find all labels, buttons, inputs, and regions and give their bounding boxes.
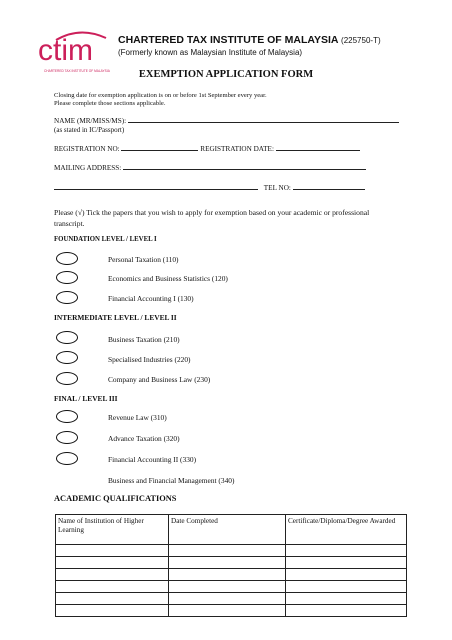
logo-wordmark: ctim	[38, 34, 93, 67]
regno-label: REGISTRATION NO:	[54, 145, 120, 153]
paper-310-label: Revenue Law (310)	[108, 413, 167, 422]
org-former-name: (Formerly known as Malaysian Institute of Malaysia)	[118, 48, 303, 57]
table-cell[interactable]	[56, 557, 169, 569]
paper-220-label: Specialised Industries (220)	[108, 355, 191, 364]
name-sublabel: (as stated in IC/Passport)	[54, 126, 125, 134]
col-date-completed: Date Completed	[169, 515, 286, 545]
table-row	[56, 581, 407, 593]
paper-330-label: Financial Accounting II (330)	[108, 455, 197, 464]
checkbox-paper-330[interactable]	[56, 452, 78, 465]
qualifications-table	[55, 514, 407, 617]
table-cell[interactable]	[286, 557, 407, 569]
level-final-title: FINAL / LEVEL III	[54, 394, 118, 403]
name-label: NAME (MR/MISS/MS):	[54, 117, 127, 125]
table-cell[interactable]	[56, 593, 169, 605]
address-tel-row	[54, 183, 365, 192]
checkbox-paper-230[interactable]	[56, 372, 78, 385]
table-cell[interactable]	[169, 557, 286, 569]
table-cell[interactable]	[56, 581, 169, 593]
mailing-row	[54, 163, 366, 172]
paper-110-label: Personal Taxation (110)	[108, 255, 179, 264]
table-row	[56, 593, 407, 605]
table-cell[interactable]	[286, 593, 407, 605]
org-name-text: CHARTERED TAX INSTITUTE OF MALAYSIA	[118, 34, 339, 46]
name-field[interactable]	[128, 116, 399, 123]
table-row	[56, 545, 407, 557]
checkbox-paper-130[interactable]	[56, 291, 78, 304]
mailing-field[interactable]	[123, 163, 366, 170]
checkbox-paper-220[interactable]	[56, 351, 78, 364]
form-title: EXEMPTION APPLICATION FORM	[138, 69, 314, 80]
tel-label: TEL NO:	[263, 184, 291, 192]
level-foundation-title: FOUNDATION LEVEL / LEVEL I	[54, 236, 157, 243]
org-registration: (225750-T)	[341, 36, 381, 45]
checkbox-paper-310[interactable]	[56, 410, 78, 423]
paper-230-label: Company and Business Law (230)	[108, 375, 211, 384]
academic-title: ACADEMIC QUALIFICATIONS	[54, 494, 177, 503]
registration-row	[54, 144, 360, 153]
regno-field[interactable]	[121, 144, 198, 151]
tick-instruction: Please (√) Tick the papers that you wish to apply for exemption based on your academic or professional transcript.	[54, 208, 370, 228]
level-intermediate-title: INTERMEDIATE LEVEL / LEVEL II	[54, 313, 177, 322]
table-cell[interactable]	[286, 569, 407, 581]
table-cell[interactable]	[169, 545, 286, 557]
paper-210-label: Business Taxation (210)	[108, 335, 180, 344]
table-cell[interactable]	[169, 593, 286, 605]
checkbox-paper-320[interactable]	[56, 431, 78, 444]
paper-320-label: Advance Taxation (320)	[108, 434, 180, 443]
checkbox-paper-110[interactable]	[56, 252, 78, 265]
paper-340-label: Business and Financial Management (340)	[108, 476, 235, 485]
table-row	[56, 569, 407, 581]
table-cell[interactable]	[286, 581, 407, 593]
paper-130-label: Financial Accounting I (130)	[108, 294, 194, 303]
table-cell[interactable]	[169, 569, 286, 581]
regdate-field[interactable]	[276, 144, 360, 151]
table-row	[56, 605, 407, 617]
mailing-label: MAILING ADDRESS:	[54, 164, 122, 172]
closing-date-note: Closing date for exemption application is on or before 1st September every year.	[54, 92, 267, 99]
table-cell[interactable]	[286, 605, 407, 617]
col-award: Certificate/Diploma/Degree Awarded	[286, 515, 407, 545]
col-institution: Name of Institution of Higher Learning	[56, 515, 169, 545]
table-row	[56, 557, 407, 569]
checkbox-paper-120[interactable]	[56, 271, 78, 284]
table-cell[interactable]	[169, 605, 286, 617]
checkbox-paper-210[interactable]	[56, 331, 78, 344]
table-cell[interactable]	[56, 545, 169, 557]
table-cell[interactable]	[56, 569, 169, 581]
org-name	[118, 34, 381, 46]
table-header-row	[56, 515, 407, 545]
tel-field[interactable]	[293, 183, 365, 190]
complete-note: Please complete those sections applicable.	[54, 100, 166, 107]
mailing-field-line2[interactable]	[54, 183, 258, 190]
name-row	[54, 116, 399, 125]
regdate-label: REGISTRATION DATE:	[200, 145, 274, 153]
paper-120-label: Economics and Business Statistics (120)	[108, 274, 228, 283]
logo-tagline: CHARTERED TAX INSTITUTE OF MALAYSIA	[44, 69, 110, 73]
table-cell[interactable]	[169, 581, 286, 593]
table-cell[interactable]	[56, 605, 169, 617]
table-cell[interactable]	[286, 545, 407, 557]
